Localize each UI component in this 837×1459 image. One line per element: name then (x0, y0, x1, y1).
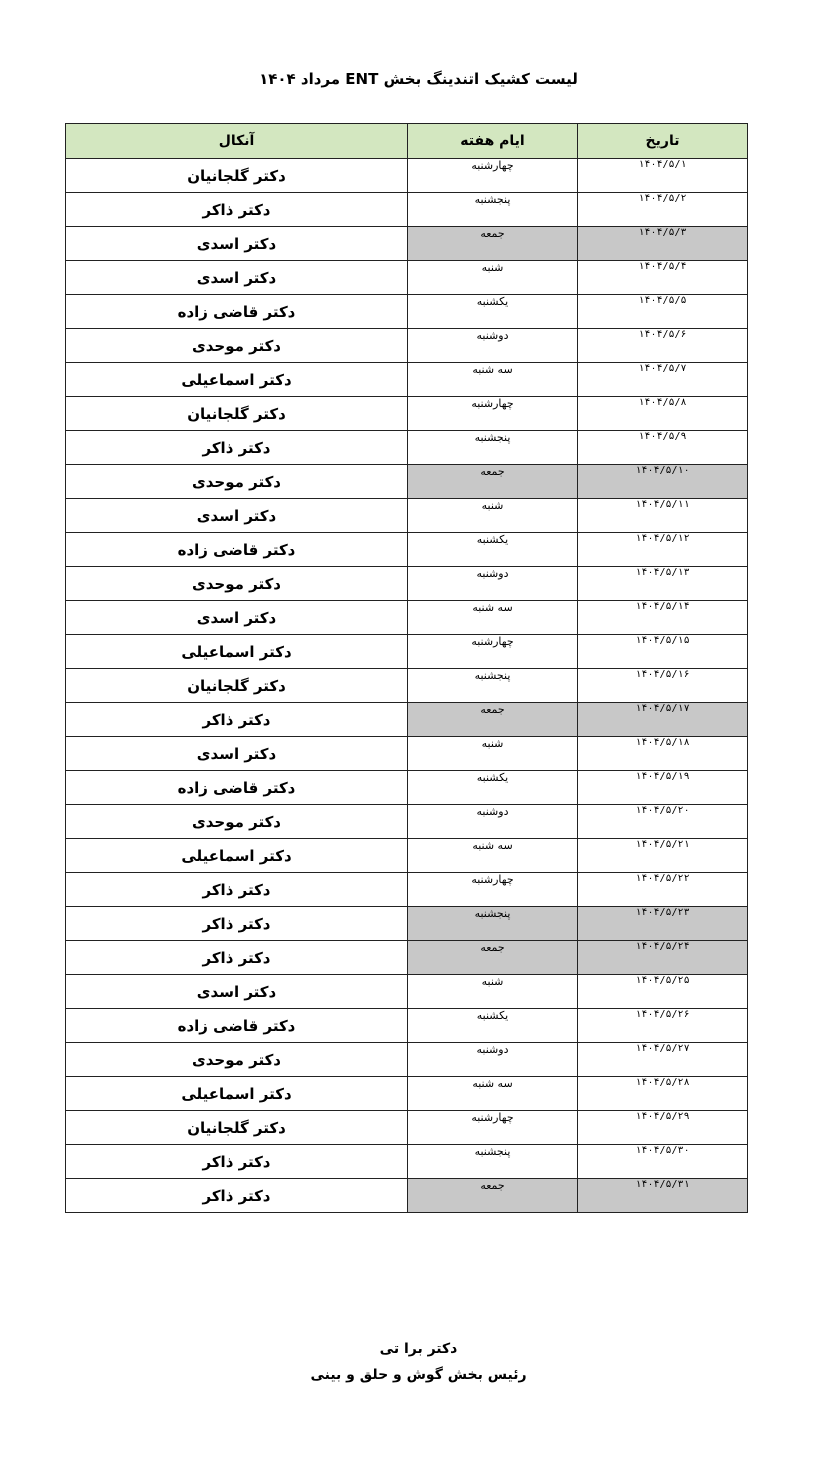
cell-oncall-doctor: دکتر اسدی (66, 499, 408, 533)
table-row (66, 669, 748, 703)
table-row (66, 941, 748, 975)
cell-date: ۱۴۰۴/۵/۲۹ (578, 1111, 748, 1145)
table-row (66, 839, 748, 873)
cell-oncall-doctor: دکتر اسدی (66, 227, 408, 261)
table-row (66, 465, 748, 499)
cell-date: ۱۴۰۴/۵/۱۳ (578, 567, 748, 601)
table-row (66, 771, 748, 805)
cell-date: ۱۴۰۴/۵/۲۰ (578, 805, 748, 839)
cell-date: ۱۴۰۴/۵/۹ (578, 431, 748, 465)
table-row (66, 1077, 748, 1111)
cell-day: جمعه (408, 227, 578, 261)
table-row (66, 397, 748, 431)
cell-oncall-doctor: دکتر ذاکر (66, 1179, 408, 1213)
cell-day: شنبه (408, 975, 578, 1009)
cell-date: ۱۴۰۴/۵/۲۴ (578, 941, 748, 975)
cell-date: ۱۴۰۴/۵/۱۰ (578, 465, 748, 499)
cell-date: ۱۴۰۴/۵/۱۵ (578, 635, 748, 669)
cell-oncall-doctor: دکتر اسدی (66, 975, 408, 1009)
table-row (66, 1009, 748, 1043)
cell-day: شنبه (408, 261, 578, 295)
cell-oncall-doctor: دکتر گلجانیان (66, 159, 408, 193)
cell-day: جمعه (408, 941, 578, 975)
table-row (66, 227, 748, 261)
table-row (66, 567, 748, 601)
signer-name: دکتر برا تی (379, 1341, 458, 1357)
table-row (66, 601, 748, 635)
table-row (66, 193, 748, 227)
cell-oncall-doctor: دکتر گلجانیان (66, 1111, 408, 1145)
cell-oncall-doctor: دکتر موحدی (66, 465, 408, 499)
cell-date: ۱۴۰۴/۵/۵ (578, 295, 748, 329)
cell-date: ۱۴۰۴/۵/۲ (578, 193, 748, 227)
table-row (66, 873, 748, 907)
cell-date: ۱۴۰۴/۵/۲۶ (578, 1009, 748, 1043)
cell-date: ۱۴۰۴/۵/۲۲ (578, 873, 748, 907)
table-row (66, 499, 748, 533)
cell-oncall-doctor: دکتر اسماعیلی (66, 1077, 408, 1111)
table-header-row (66, 124, 748, 159)
table-body (66, 159, 748, 1213)
cell-day: پنجشنبه (408, 431, 578, 465)
cell-day: سه شنبه (408, 1077, 578, 1111)
cell-day: جمعه (408, 703, 578, 737)
cell-oncall-doctor: دکتر گلجانیان (66, 669, 408, 703)
cell-oncall-doctor: دکتر اسماعیلی (66, 839, 408, 873)
signer-role: رئیس بخش گوش و حلق و بینی (310, 1367, 527, 1383)
cell-oncall-doctor: دکتر اسدی (66, 601, 408, 635)
table-row (66, 1111, 748, 1145)
cell-date: ۱۴۰۴/۵/۴ (578, 261, 748, 295)
cell-date: ۱۴۰۴/۵/۱۶ (578, 669, 748, 703)
cell-oncall-doctor: دکتر اسماعیلی (66, 363, 408, 397)
cell-oncall-doctor: دکتر قاضی زاده (66, 771, 408, 805)
table-row (66, 975, 748, 1009)
cell-date: ۱۴۰۴/۵/۲۱ (578, 839, 748, 873)
cell-oncall-doctor: دکتر اسماعیلی (66, 635, 408, 669)
cell-day: شنبه (408, 737, 578, 771)
cell-oncall-doctor: دکتر ذاکر (66, 873, 408, 907)
cell-date: ۱۴۰۴/۵/۱۲ (578, 533, 748, 567)
cell-day: دوشنبه (408, 1043, 578, 1077)
table-row (66, 1145, 748, 1179)
cell-day: سه شنبه (408, 363, 578, 397)
cell-oncall-doctor: دکتر موحدی (66, 805, 408, 839)
table-row (66, 1043, 748, 1077)
cell-oncall-doctor: دکتر ذاکر (66, 431, 408, 465)
cell-day: سه شنبه (408, 839, 578, 873)
cell-oncall-doctor: دکتر ذاکر (66, 703, 408, 737)
cell-date: ۱۴۰۴/۵/۱۸ (578, 737, 748, 771)
cell-day: پنجشنبه (408, 669, 578, 703)
cell-day: پنجشنبه (408, 907, 578, 941)
cell-oncall-doctor: دکتر ذاکر (66, 1145, 408, 1179)
cell-date: ۱۴۰۴/۵/۳ (578, 227, 748, 261)
table-row (66, 431, 748, 465)
signature-block (0, 1336, 837, 1388)
cell-day: جمعه (408, 465, 578, 499)
oncall-table (65, 123, 748, 1213)
header-date: تاریخ (578, 124, 748, 159)
cell-day: شنبه (408, 499, 578, 533)
cell-day: یکشنبه (408, 295, 578, 329)
cell-oncall-doctor: دکتر قاضی زاده (66, 533, 408, 567)
table-row (66, 737, 748, 771)
cell-oncall-doctor: دکتر گلجانیان (66, 397, 408, 431)
cell-day: دوشنبه (408, 567, 578, 601)
cell-date: ۱۴۰۴/۵/۲۳ (578, 907, 748, 941)
cell-date: ۱۴۰۴/۵/۲۷ (578, 1043, 748, 1077)
table-row (66, 363, 748, 397)
cell-day: یکشنبه (408, 533, 578, 567)
cell-date: ۱۴۰۴/۵/۱۴ (578, 601, 748, 635)
table-row (66, 635, 748, 669)
cell-date: ۱۴۰۴/۵/۲۵ (578, 975, 748, 1009)
cell-date: ۱۴۰۴/۵/۳۰ (578, 1145, 748, 1179)
cell-oncall-doctor: دکتر قاضی زاده (66, 295, 408, 329)
cell-date: ۱۴۰۴/۵/۲۸ (578, 1077, 748, 1111)
page-title: لیست کشیک اتندینگ بخش ENT مرداد ۱۴۰۴ (259, 70, 578, 88)
cell-oncall-doctor: دکتر موحدی (66, 567, 408, 601)
cell-oncall-doctor: دکتر اسدی (66, 737, 408, 771)
cell-date: ۱۴۰۴/۵/۱ (578, 159, 748, 193)
cell-day: سه شنبه (408, 601, 578, 635)
table-row (66, 907, 748, 941)
cell-day: پنجشنبه (408, 193, 578, 227)
table-row (66, 533, 748, 567)
cell-date: ۱۴۰۴/۵/۸ (578, 397, 748, 431)
cell-day: چهارشنبه (408, 1111, 578, 1145)
cell-oncall-doctor: دکتر قاضی زاده (66, 1009, 408, 1043)
cell-day: چهارشنبه (408, 873, 578, 907)
cell-day: یکشنبه (408, 771, 578, 805)
cell-oncall-doctor: دکتر موحدی (66, 1043, 408, 1077)
table-row (66, 805, 748, 839)
table-row (66, 159, 748, 193)
cell-oncall-doctor: دکتر ذاکر (66, 941, 408, 975)
cell-date: ۱۴۰۴/۵/۱۷ (578, 703, 748, 737)
table-row (66, 295, 748, 329)
cell-date: ۱۴۰۴/۵/۳۱ (578, 1179, 748, 1213)
cell-day: چهارشنبه (408, 397, 578, 431)
table-row (66, 1179, 748, 1213)
cell-day: پنجشنبه (408, 1145, 578, 1179)
cell-date: ۱۴۰۴/۵/۱۱ (578, 499, 748, 533)
cell-day: دوشنبه (408, 805, 578, 839)
cell-oncall-doctor: دکتر اسدی (66, 261, 408, 295)
cell-day: دوشنبه (408, 329, 578, 363)
cell-day: جمعه (408, 1179, 578, 1213)
cell-day: چهارشنبه (408, 159, 578, 193)
table-row (66, 261, 748, 295)
cell-day: یکشنبه (408, 1009, 578, 1043)
cell-date: ۱۴۰۴/۵/۱۹ (578, 771, 748, 805)
cell-oncall-doctor: دکتر ذاکر (66, 907, 408, 941)
header-day: ایام هفته (408, 124, 578, 159)
cell-date: ۱۴۰۴/۵/۶ (578, 329, 748, 363)
table-row (66, 703, 748, 737)
header-oncall: آنکال (66, 124, 408, 159)
cell-oncall-doctor: دکتر ذاکر (66, 193, 408, 227)
cell-day: چهارشنبه (408, 635, 578, 669)
cell-date: ۱۴۰۴/۵/۷ (578, 363, 748, 397)
table-row (66, 329, 748, 363)
cell-oncall-doctor: دکتر موحدی (66, 329, 408, 363)
